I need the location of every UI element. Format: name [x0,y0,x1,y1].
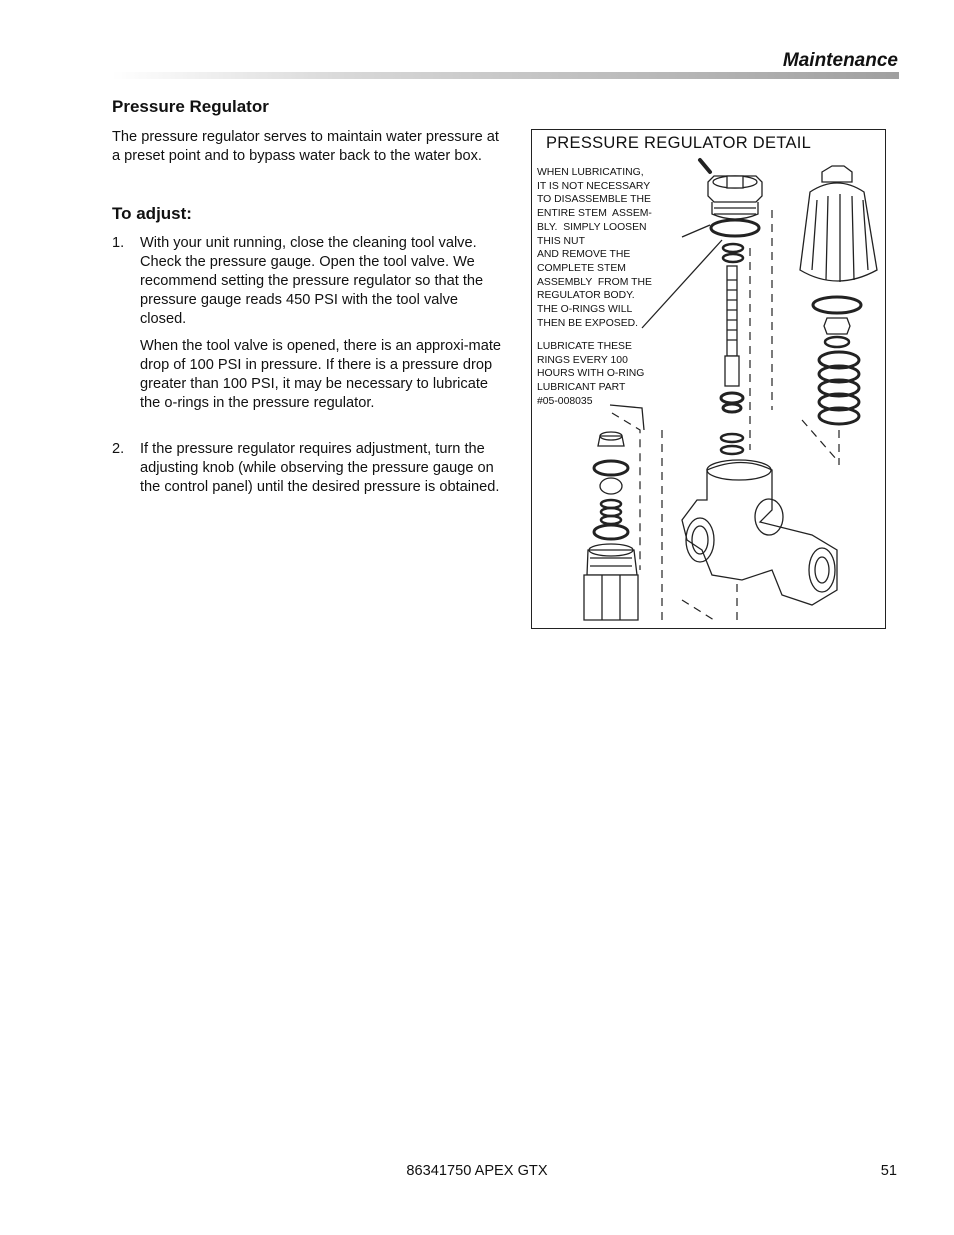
step-2-text: If the pressure regulator requires adjustment, turn the adjusting knob (while observing the pressure gauge on the control panel) until the desired pressure is obtained. [140,441,500,495]
subheading-to-adjust: To adjust: [112,204,192,223]
dashed-guide-body-bottom [682,600,714,620]
figure-title: PRESSURE REGULATOR DETAIL [546,134,812,152]
header-section-title: Maintenance [782,50,898,71]
step-2-number: 2. [112,441,125,457]
page-title: Pressure Regulator [112,97,269,116]
leader-line-rings [610,405,644,430]
bypass-assembly [584,432,638,620]
o-ring-3 [721,434,743,442]
pin-part [700,160,710,172]
nut-assembly [708,176,762,236]
intro-paragraph: The pressure regulator serves to maintain water pressure at a preset point and to bypass water back to the water box. [112,129,499,164]
regulator-spring [819,352,859,424]
stem-part [721,266,743,412]
callout-rings: LUBRICATE THESE RINGS EVERY 100 HOURS WITH O-RING LUBRICANT PART #05-008035 [537,341,645,407]
regulator-body [682,460,837,605]
footer-page-number: 51 [880,1163,897,1179]
step-1-number: 1. [112,235,125,251]
header-rule [112,72,899,79]
footer-doc-id: 86341750 APEX GTX [406,1163,548,1179]
adjusting-knob [800,166,877,282]
o-ring-2 [723,254,743,262]
leader-line-nut [682,225,710,237]
step-1-note: When the tool valve is opened, there is an approxi-mate drop of 100 PSI in pressure. If there is a pressure drop greater than 100 PSI, it may be necessary to lubricate the o-rings in the pressure regulator. [140,338,501,411]
leader-line-stem [642,240,722,328]
o-ring-4 [721,446,743,454]
callout-lubricating: WHEN LUBRICATING, IT IS NOT NECESSARY TO DISASSEMBLE THE ENTIRE STEM ASSEM- BLY. SIMPLY LOOSEN THIS NUT AND REMOVE THE COMPLETE STEM ASSEMBLY FROM THE REGULATOR BODY. THE O-RINGS WILL THEN BE EXPOSED. [537,167,652,329]
washer-part [813,297,861,313]
dashed-guide-right-knob [802,420,837,460]
o-ring-1 [723,244,743,252]
lock-nut [824,318,850,334]
step-1-text: With your unit running, close the cleaning tool valve. Check the pressure gauge. Open the tool valve. We recommend setting the pressure regulator so that the pressure gauge reads 450 PSI with the tool valve closed. [140,235,484,327]
pressure-regulator-figure [531,129,886,629]
spring-washer [825,337,849,347]
